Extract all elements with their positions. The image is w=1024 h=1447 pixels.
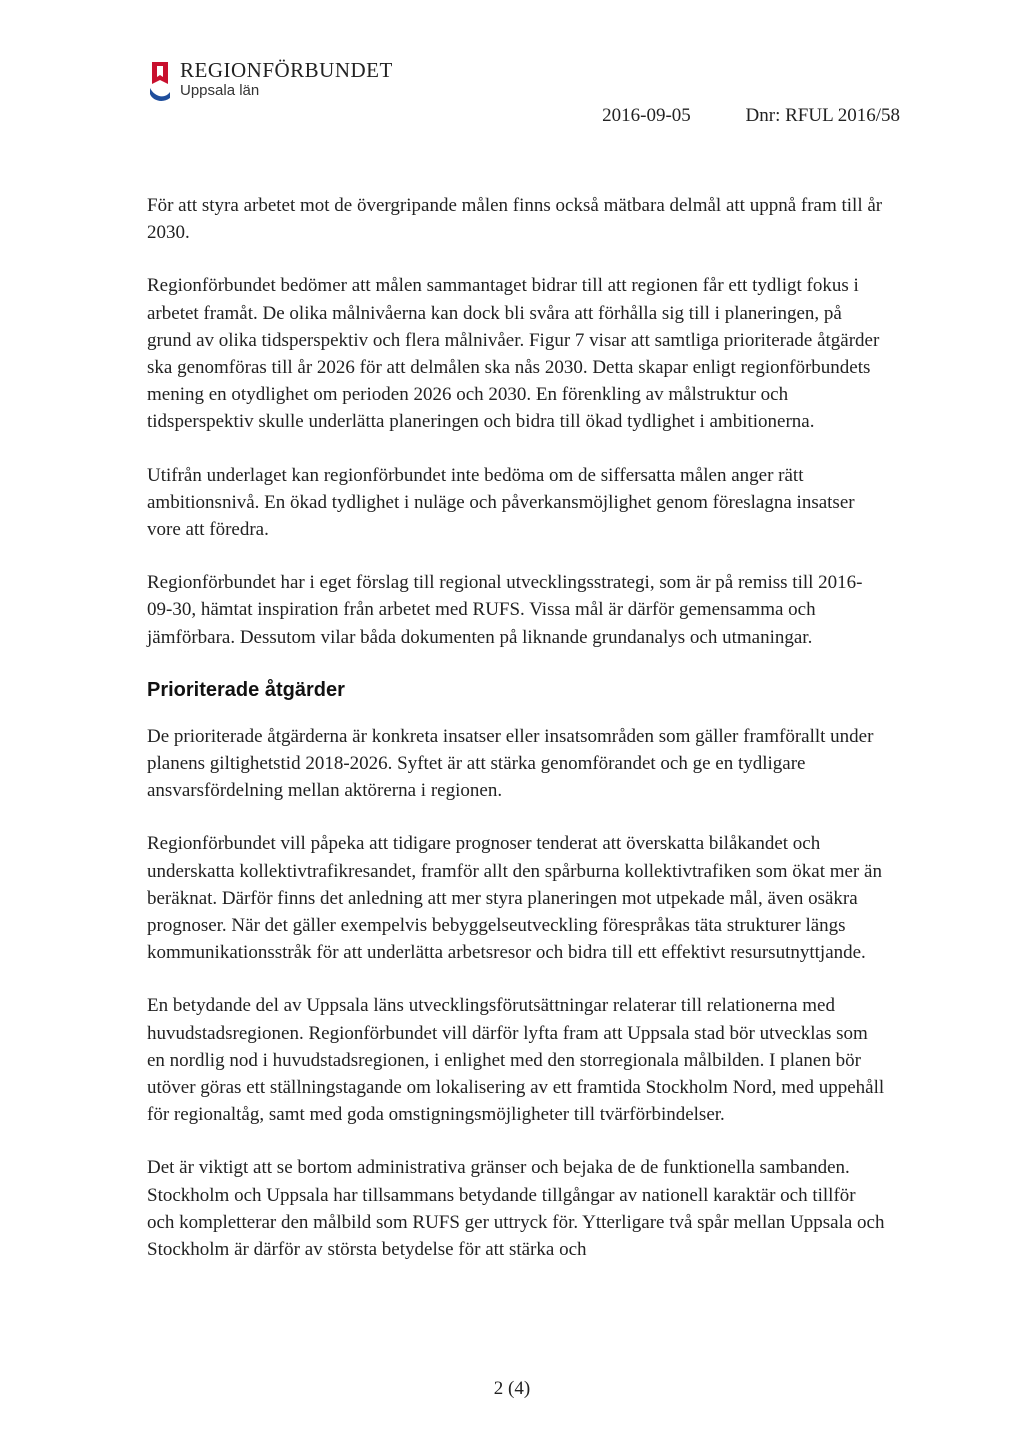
regionforbundet-logo-icon — [148, 60, 172, 102]
paragraph-1: För att styra arbetet mot de övergripande målen finns också mätbara delmål att uppnå fram till år 2030. — [147, 195, 883, 244]
paragraph-8: Det är viktigt att se bortom administrativa gränser och bejaka de de funktionella sambanden. Stockholm och Uppsala har tillsammans betydande tillgångar av nationell karaktär och tillför och kompletterar den målbild som RUFS ger uttryck för. Ytterligare två spår mellan Uppsala och Stockholm är därför av största betydelse för att stärka och — [147, 1157, 885, 1261]
paragraph-6: Regionförbundet vill påpeka att tidigare prognoser tenderat att överskatta bilåkandet och underskatta kollektivtrafikresandet, framför allt den spårburna kollektivtrafiken som ökat mer än beräknat. Därför finns det anledning att mer styra planeringen mot utpekade mål, även osäkra prognoser. När det gäller exempelvis bebyggelseutveckling förespråkas täta strukturer längs kommunikationsstråk för att underlätta arbetsresor och bidra till ett effektivt resursutnyttjande. — [147, 833, 882, 964]
page-number: 2 (4) — [493, 1378, 531, 1399]
paragraph-3: Utifrån underlaget kan regionförbundet inte bedöma om de siffersatta målen anger rätt ambitionsnivå. En ökad tydlighet i nuläge och påverkansmöjlighet genom föreslagna insatser vore att föredra. — [147, 464, 855, 541]
document-body — [147, 192, 887, 1289]
paragraph-4: Regionförbundet har i eget förslag till regional utvecklingsstrategi, som är på remiss till 2016-09-30, hämtat inspiration från arbetet med RUFS. Vissa mål är därför gemensamma och jämförbara. Dessutom vilar båda dokumenten på liknande grundanalys och utmaningar. — [147, 572, 863, 648]
document-number: Dnr: RFUL 2016/58 — [745, 105, 900, 126]
paragraph-7: En betydande del av Uppsala läns utvecklingsförutsättningar relaterar till relationerna med huvudstadsregionen. Regionförbundet vill därför lyfta fram att Uppsala stad bör utvecklas som en nordlig nod i huvudstadsregionen, i enlighet med den storregionala målbilden. I planen bör utöver göras ett ställningstagande om lokalisering av ett framtida Stockholm Nord, med uppehåll för regionaltåg, samt med goda omstigningsmöjligheter till tvärförbindelser. — [147, 995, 885, 1126]
document-date: 2016-09-05 — [602, 105, 691, 126]
org-name: REGIONFÖRBUNDET — [180, 58, 393, 82]
org-subtitle: Uppsala län — [180, 82, 260, 99]
document-meta — [602, 105, 900, 127]
organization-logo — [148, 58, 393, 102]
paragraph-5: De prioriterade åtgärderna är konkreta insatser eller insatsområden som gäller framförallt under planens giltighetstid 2018-2026. Syftet är att stärka genomförandet och ge en tydligare ansvarsfördelning mellan aktörerna i regionen. — [147, 725, 874, 802]
section-heading: Prioriterade åtgärder — [147, 678, 345, 701]
paragraph-2: Regionförbundet bedömer att målen sammantaget bidrar till att regionen får ett tydligt fokus i arbetet framåt. De olika målnivåerna kan dock bli svåra att förhålla sig till i planeringen, på grund av olika tidsperspektiv och flera målnivåer. Figur 7 visar att samtliga prioriterade åtgärder ska genomföras till år 2026 för att delmålen ska nås 2030. Detta skapar enligt regionförbundets mening en otydlighet om perioden 2026 och 2030. En förenkling av målstruktur och tidsperspektiv skulle underlätta planeringen och bidra till ökad tydlighet i ambitionerna. — [147, 275, 880, 433]
